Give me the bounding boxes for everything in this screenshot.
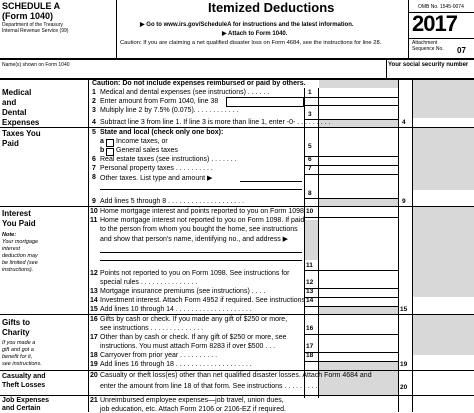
line-16-input[interactable]	[319, 315, 397, 333]
gifts-note: If you made a gift and got a benefit for it, see instructions.	[2, 340, 42, 367]
line-10-label: Home mortgage interest and points reported to you on Form 1098	[100, 208, 304, 215]
line-11-label-a: Home mortgage interest not reported to you on Form 1098. If paid	[100, 217, 305, 224]
income-taxes-checkbox[interactable]	[106, 139, 114, 147]
line-3-label: Multiply line 2 by 7.5% (0.075). . . . . . . . . . . .	[100, 107, 239, 114]
line-14-label: Investment interest. Attach Form 4952 if required. See instructions	[100, 297, 306, 304]
line-4-label: Subtract line 3 from line 1. If line 3 is more than line 1, enter -0- . . . . . . . . .	[100, 119, 331, 126]
line-13-input[interactable]	[319, 288, 397, 296]
line-number: 16	[90, 316, 98, 323]
tax-year: 2017	[412, 11, 457, 36]
line-11-label-b: to the person from whom you bought the home, see instructions	[100, 226, 298, 233]
line-12-input[interactable]	[319, 270, 397, 287]
ssn-input[interactable]	[388, 68, 472, 78]
line-5b-label: General sales taxes	[116, 147, 178, 154]
line-20-label-b: enter the amount from line 18 of that form. See instructions . . . . . . . . .	[100, 383, 318, 390]
line-number: 14	[90, 297, 98, 304]
line-18-input[interactable]	[319, 352, 397, 360]
box-number: 19	[400, 361, 408, 368]
line-14-input[interactable]	[319, 297, 397, 305]
line-number: 20	[90, 372, 98, 379]
line-5a-label: Income taxes, or	[116, 138, 168, 145]
line-7-input[interactable]	[319, 165, 397, 173]
line-number: 18	[90, 352, 98, 359]
line-17-input[interactable]	[319, 334, 397, 351]
line-17-label-a: Other than by cash or check. If any gift of $250 or more, see	[100, 334, 287, 341]
line-17-label-b: instructions. You must attach Form 8283 if over $500 . . .	[100, 343, 276, 350]
goto-instruction: ▶ Go to www.irs.gov/ScheduleA for instructions and the latest information.	[140, 22, 354, 28]
section-casualty: Casualty and Theft Losses	[2, 373, 46, 389]
line-number: 4	[92, 119, 96, 126]
line-5-input[interactable]	[319, 128, 397, 155]
line-number: 7	[92, 165, 96, 172]
line-number: 12	[90, 270, 98, 277]
line-2-input[interactable]	[226, 97, 304, 107]
line-6-label: Real estate taxes (see instructions) . . . . . . .	[100, 156, 237, 163]
line-13-label: Mortgage insurance premiums (see instructions) . . . .	[100, 288, 266, 295]
line-number: 9	[92, 198, 96, 205]
box-number: 20	[400, 384, 408, 391]
box-number: 6	[308, 156, 312, 163]
line-15-input[interactable]	[413, 305, 473, 314]
line-3-input[interactable]	[319, 106, 397, 119]
attach-instruction: ▶ Attach to Form 1040.	[222, 31, 288, 37]
line-9-input[interactable]	[413, 197, 473, 206]
section-interest: Interest You Paid	[2, 209, 36, 228]
line-12-label-a: Points not reported to you on Form 1098. See instructions for	[100, 270, 290, 277]
line-18-label: Carryover from prior year . . . . . . . . . .	[100, 352, 218, 359]
line-9-label: Add lines 5 through 8 . . . . . . . . . . . . . . . . . . . .	[100, 198, 244, 205]
attachment-label: Attachment Sequence No.	[412, 40, 444, 52]
line-10-input[interactable]	[319, 207, 397, 216]
line-11-input[interactable]	[319, 217, 397, 269]
box-number: 15	[400, 306, 408, 313]
line-19-input[interactable]	[413, 361, 473, 370]
line-1-label: Medical and dental expenses (see instructions) . . . . . .	[100, 89, 270, 96]
line-8-input[interactable]	[319, 174, 397, 197]
name-field-label: Name(s) shown on Form 1040	[2, 62, 70, 68]
line-number: 2	[92, 98, 96, 105]
line-number: 21	[90, 397, 98, 404]
section-gifts: Gifts to Charity	[2, 318, 30, 337]
line-20-input[interactable]	[413, 382, 473, 394]
line-number: 10	[90, 208, 98, 215]
line-19-label: Add lines 16 through 18 . . . . . . . . . . . . . . . . . . . .	[100, 361, 252, 368]
line-1-input[interactable]	[319, 88, 397, 97]
section-taxes: Taxes You Paid	[2, 129, 41, 148]
box-number: 7	[308, 165, 312, 172]
line-number: 19	[90, 361, 98, 368]
box-number: 11	[306, 262, 313, 269]
box-number: 16	[306, 325, 314, 332]
line-7-label: Personal property taxes . . . . . . . . . .	[100, 165, 213, 172]
line-number: 6	[92, 156, 96, 163]
line-21-label-a: Unreimbursed employee expenses—job travel, union dues,	[100, 397, 284, 404]
line-letter: b	[100, 147, 105, 154]
line-16-label-b: see instructions . . . . . . . . . . . . . .	[100, 325, 204, 332]
box-number: 3	[308, 111, 312, 118]
box-number: 12	[306, 279, 314, 286]
ssn-field-label: Your social security number	[388, 62, 469, 68]
box-number: 13	[306, 288, 314, 295]
line-2-label: Enter amount from Form 1040, line 38	[100, 98, 219, 105]
line-11-label-c: and show that person's name, identifying no., and address ▶	[100, 236, 289, 243]
line-15-label: Add lines 10 through 14 . . . . . . . . . . . . . . . . . . . .	[100, 306, 252, 313]
caution-header: Caution: If you are claiming a net qualified disaster loss on Form 4684, see the instructions for line 28.	[120, 40, 382, 46]
box-number: 17	[306, 343, 314, 350]
box-number: 5	[308, 143, 312, 150]
section-job: Job Expenses and Certain	[2, 397, 50, 412]
line-8-label: Other taxes. List type and amount ▶	[100, 175, 213, 182]
omb-number: OMB No. 1545-0074	[418, 4, 464, 10]
line-12-label-b: special rules . . . . . . . . . . . . . . .	[100, 279, 198, 286]
line-number: 11	[90, 217, 98, 224]
line-20-label-a: Casualty or theft loss(es) other than net qualified disaster losses. Attach Form 4684 and	[100, 372, 372, 379]
department-label: Department of the Treasury Internal Revenue Service (99)	[2, 22, 69, 34]
line-5-label: State and local (check only one box):	[100, 129, 224, 136]
interest-note: Note: Your mortgage interest deduction may be limited (see instructions).	[2, 232, 39, 273]
sales-taxes-checkbox[interactable]	[106, 148, 114, 156]
line-21-input[interactable]	[319, 396, 397, 412]
medical-caution: Caution: Do not include expenses reimbursed or paid by others.	[92, 80, 306, 87]
schedule-label: SCHEDULE A (Form 1040)	[2, 1, 61, 21]
line-letter: a	[100, 138, 104, 145]
box-number: 1	[308, 89, 312, 96]
line-6-input[interactable]	[319, 156, 397, 164]
line-21-label-b: job education, etc. Attach Form 2106 or 2106-EZ if required.	[100, 406, 286, 413]
box-number: 14	[306, 297, 314, 304]
line-number: 8	[92, 174, 96, 181]
line-number: 13	[90, 288, 98, 295]
line-number: 5	[92, 129, 96, 136]
sequence-number: 07	[457, 46, 466, 55]
box-number: 10	[306, 208, 314, 215]
line-number: 15	[90, 306, 98, 313]
line-4-input[interactable]	[413, 118, 473, 127]
name-input[interactable]	[2, 68, 384, 78]
line-number: 1	[92, 89, 96, 96]
box-number: 4	[402, 119, 406, 126]
box-number: 9	[402, 198, 406, 205]
box-number: 8	[308, 190, 312, 197]
box-number: 18	[306, 352, 314, 359]
form-title: Itemized Deductions	[208, 0, 335, 15]
line-16-label-a: Gifts by cash or check. If you made any gift of $250 or more,	[100, 316, 288, 323]
line-number: 17	[90, 334, 98, 341]
section-medical: Medical and Dental Expenses	[2, 88, 40, 127]
line-number: 3	[92, 107, 96, 114]
